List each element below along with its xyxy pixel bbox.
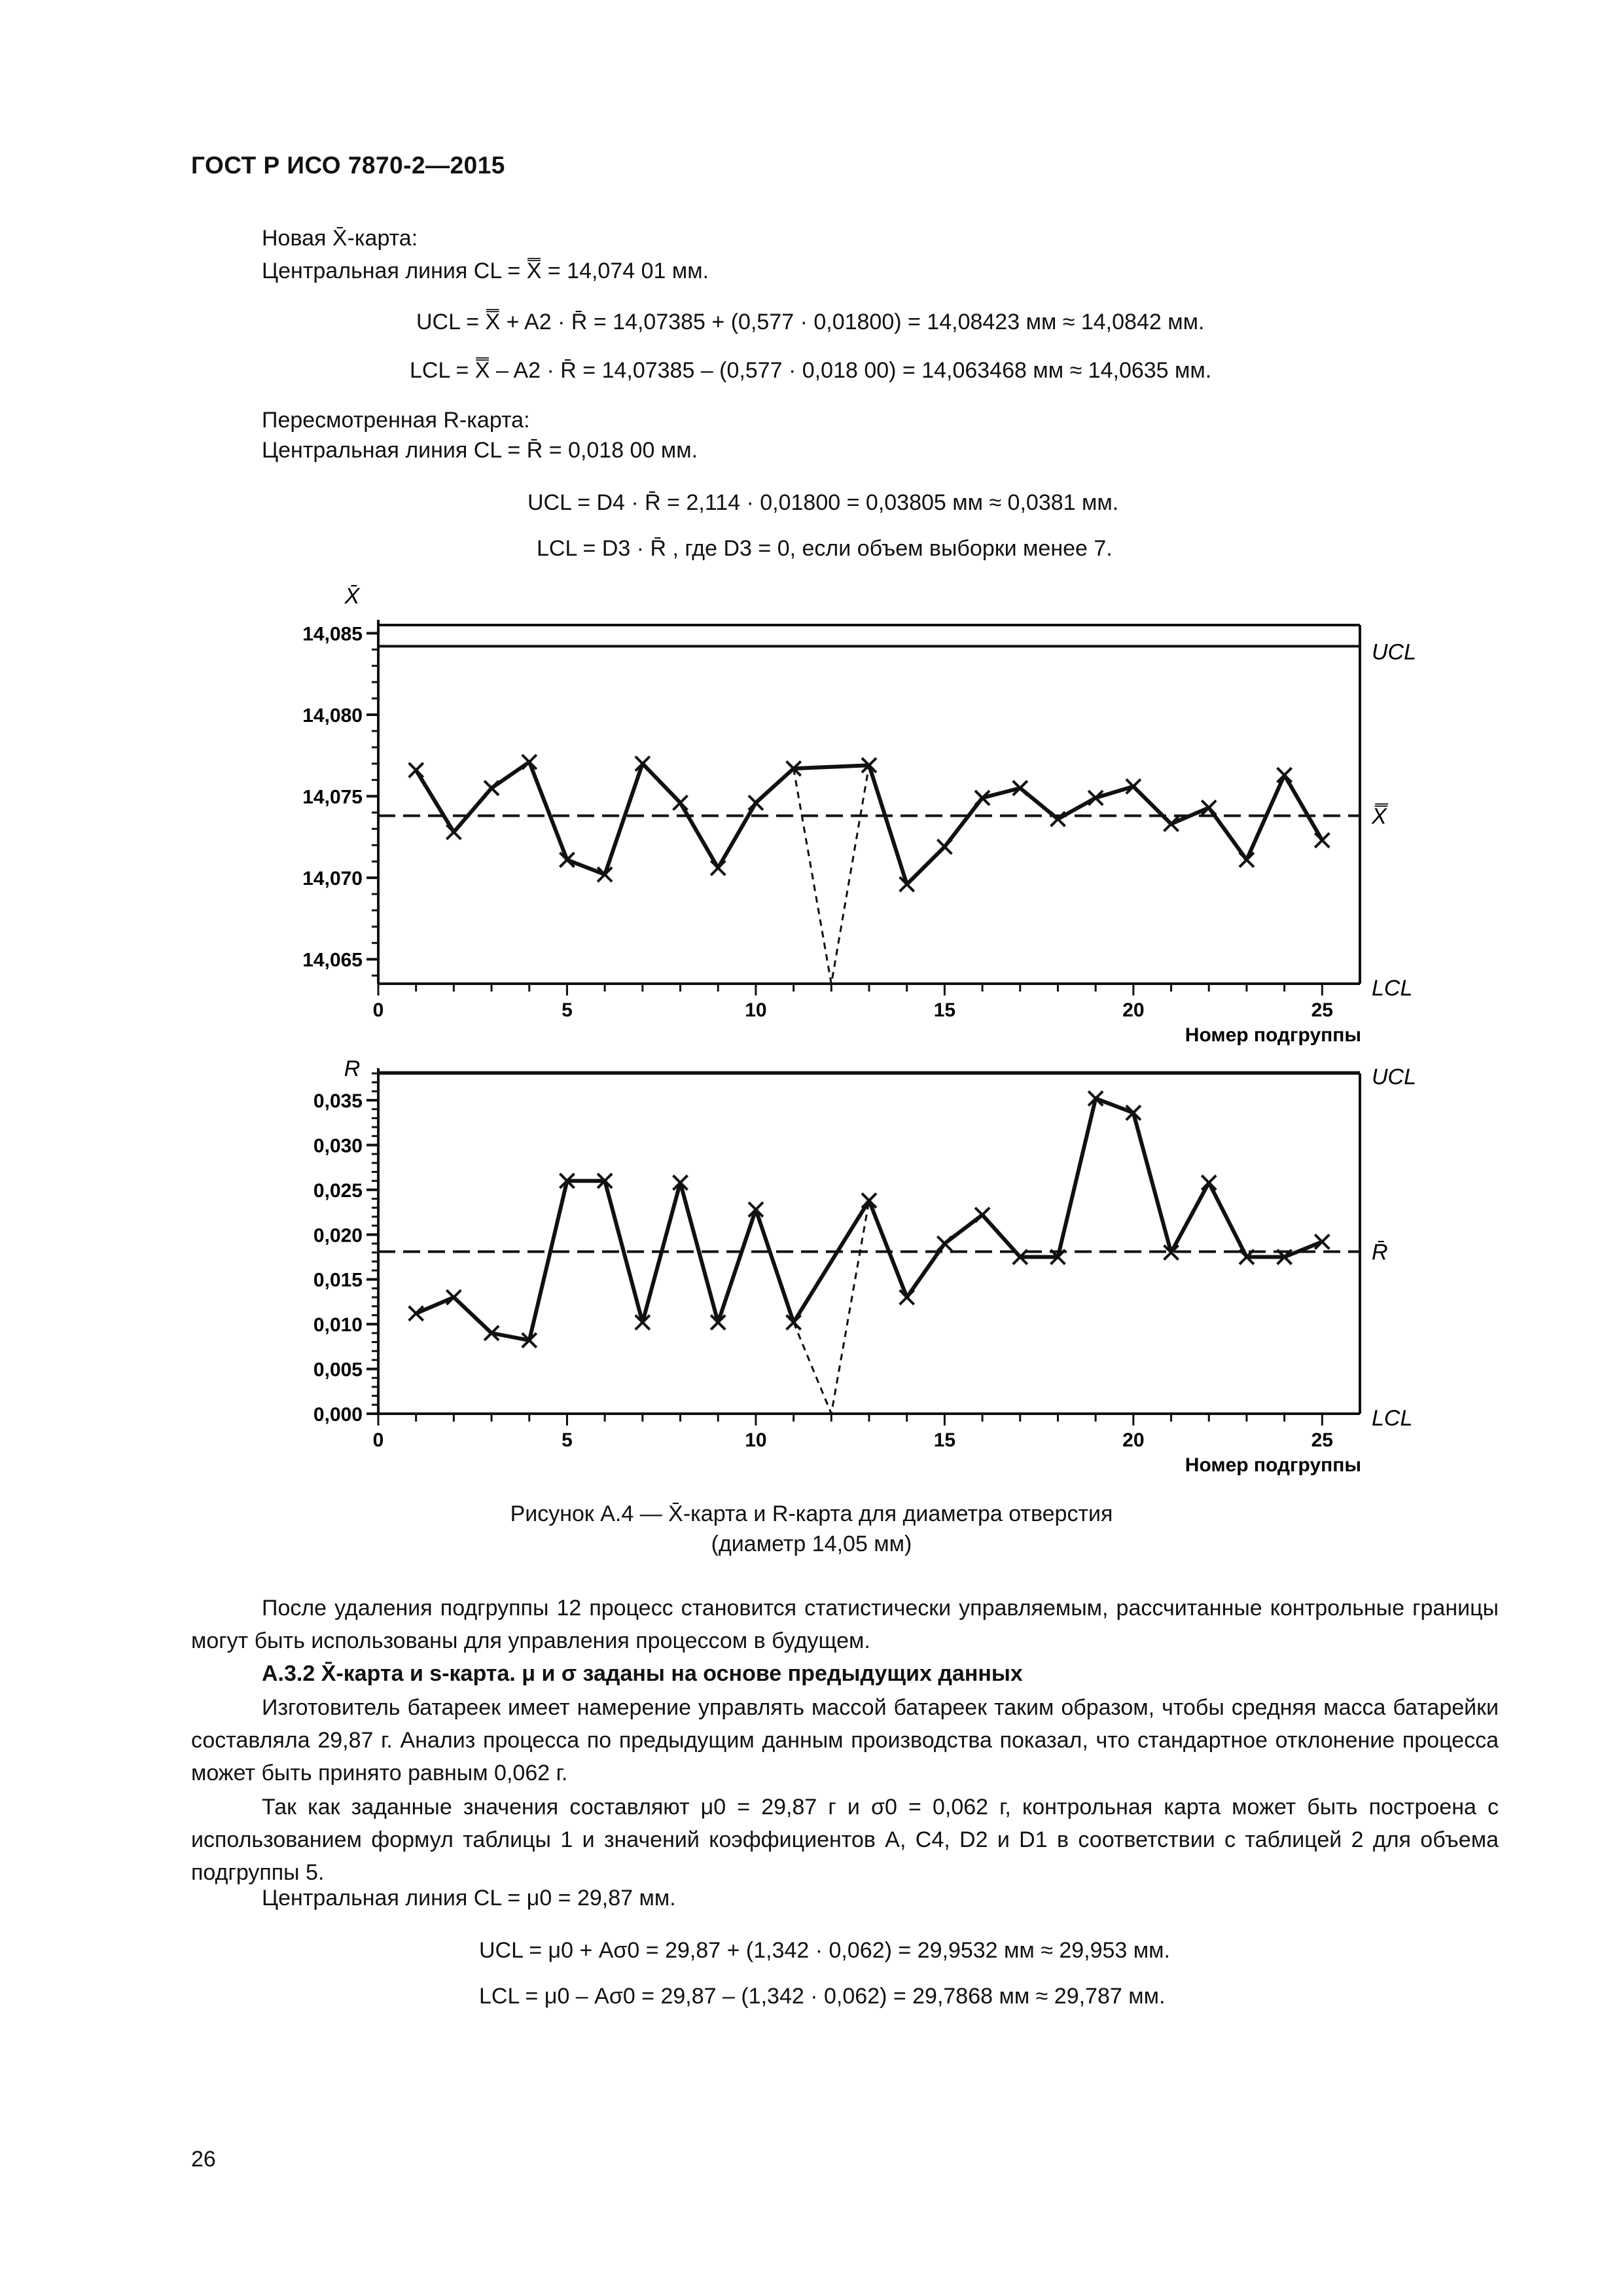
xbar-center-line-text: Центральная линия CL = X̿ = 14,074 01 мм.	[262, 259, 709, 283]
paragraph-given-values: Так как заданные значения составляют μ0 = 29,87 г и σ0 = 0,062 г, контрольная карта может быть построена с использованием формул таблицы 1 и значений коэффициентов A, C4, D2 и D1 в соответствии с таблицей 2 для объема подгруппы 5.	[191, 1795, 1499, 1885]
series-line	[416, 1098, 1323, 1340]
y-tick-label: 0,000	[313, 1404, 363, 1426]
data-point	[711, 861, 725, 875]
r-center-line-text: Центральная линия CL = R̄ = 0,018 00 мм.	[262, 438, 698, 463]
data-point	[1202, 800, 1216, 815]
xbar-lcl-formula: LCL = X̿ – A2 · R̄ = 14,07385 – (0,577 · 0,018 00) = 14,063468 мм ≈ 14,0635 мм.	[410, 358, 1212, 383]
excluded-subgroup-line	[794, 765, 869, 984]
y-tick-label: 14,085	[302, 623, 363, 645]
y-tick-label: 0,010	[313, 1314, 363, 1336]
x-tick-label: 25	[1311, 1429, 1333, 1451]
x-tick-label: 10	[745, 1429, 767, 1451]
ucl-label: UCL	[1372, 639, 1417, 665]
revised-r-chart-label: Пересмотренная R-карта:	[262, 408, 530, 433]
x-axis-label: Номер подгруппы	[1185, 1024, 1361, 1046]
y-tick-label: 14,070	[302, 868, 363, 890]
ucl-label: UCL	[1372, 1064, 1417, 1090]
paragraph-subgroup-removal: После удаления подгруппы 12 процесс становится статистически управляемым, рассчитанные контрольные границы могут быть использованы для управления процессом в будущем.	[191, 1596, 1499, 1653]
data-point	[446, 1290, 461, 1304]
mu-ucl-formula: UCL = μ0 + Aσ0 = 29,87 + (1,342 · 0,062) = 29,9532 мм ≈ 29,953 мм.	[479, 1938, 1170, 1963]
x-tick-label: 5	[562, 999, 573, 1021]
x-tick-label: 0	[372, 1429, 384, 1451]
data-point	[1050, 812, 1065, 826]
y-tick-label: 0,005	[313, 1359, 363, 1381]
y-axis-label: X̄	[344, 584, 360, 609]
data-point	[975, 1208, 990, 1222]
page-number: 26	[191, 2147, 216, 2172]
data-point	[484, 781, 499, 795]
y-tick-label: 0,025	[313, 1179, 363, 1202]
chart-1	[313, 1056, 1416, 1476]
data-point	[937, 1236, 952, 1251]
section-heading-a32: А.3.2 X̄-карта и s-карта. μ и σ заданы на основе предыдущих данных	[262, 1661, 1023, 1686]
figure-caption: Рисунок А.4 — X̄-карта и R-карта для диаметра отверстия	[510, 1501, 1113, 1526]
y-tick-label: 14,080	[302, 705, 363, 726]
data-point	[409, 763, 423, 778]
lcl-label: LCL	[1372, 976, 1413, 1001]
x-tick-label: 20	[1122, 999, 1145, 1021]
data-point	[446, 825, 461, 839]
x-axis-label: Номер подгруппы	[1185, 1454, 1361, 1476]
data-point	[749, 796, 763, 810]
data-point	[673, 796, 688, 810]
data-point	[1164, 817, 1179, 831]
y-axis-label: R	[344, 1056, 361, 1081]
data-point	[937, 840, 952, 854]
x-tick-label: 0	[372, 999, 384, 1021]
data-point	[409, 1306, 423, 1321]
y-tick-label: 0,015	[313, 1269, 363, 1291]
paragraph-battery-intro: Изготовитель батареек имеет намерение управлять массой батареек таким образом, чтобы средняя масса батарейки составляла 29,87 г. Анализ процесса по предыдущим данным производства показал, что стандартное отклонение процесса может быть принято равным 0,062 г.	[191, 1695, 1499, 1785]
chart-0	[302, 584, 1416, 1046]
mu-lcl-formula: LCL = μ0 – Aσ0 = 29,87 – (1,342 · 0,062) = 29,7868 мм ≈ 29,787 мм.	[479, 1984, 1166, 2009]
y-tick-label: 14,075	[302, 786, 363, 808]
figure-caption-subtitle: (диаметр 14,05 мм)	[711, 1532, 912, 1556]
y-tick-label: 14,065	[302, 949, 363, 971]
data-point	[1315, 833, 1329, 848]
page-header: ГОСТ Р ИСО 7870-2—2015	[191, 152, 505, 179]
x-tick-label: 25	[1311, 999, 1333, 1021]
xbar-ucl-formula: UCL = X̿ + A2 · R̄ = 14,07385 + (0,577 · 0,01800) = 14,08423 мм ≈ 14,0842 мм.	[416, 310, 1205, 334]
y-tick-label: 0,035	[313, 1090, 363, 1113]
y-tick-label: 0,020	[313, 1225, 363, 1247]
mu-center-line-text: Центральная линия CL = μ0 = 29,87 мм.	[262, 1886, 676, 1910]
center-label: X̿	[1372, 804, 1387, 829]
new-xbar-chart-label: Новая X̄-карта:	[262, 226, 418, 251]
x-tick-label: 15	[933, 999, 956, 1021]
x-tick-label: 20	[1122, 1429, 1145, 1451]
data-point	[1277, 768, 1292, 782]
r-ucl-formula: UCL = D4 · R̄ = 2,114 · 0,01800 = 0,03805 мм ≈ 0,0381 мм.	[527, 490, 1119, 515]
lcl-label: LCL	[1372, 1406, 1413, 1431]
center-label: R̄	[1372, 1240, 1388, 1265]
data-point	[1202, 1175, 1216, 1190]
x-tick-label: 5	[562, 1429, 573, 1451]
y-tick-label: 0,030	[313, 1135, 363, 1157]
r-lcl-formula: LCL = D3 · R̄ , где D3 = 0, если объем выборки менее 7.	[537, 536, 1113, 561]
data-point	[1240, 853, 1254, 867]
x-tick-label: 15	[933, 1429, 956, 1451]
x-tick-label: 10	[745, 999, 767, 1021]
series-line	[416, 762, 1323, 884]
